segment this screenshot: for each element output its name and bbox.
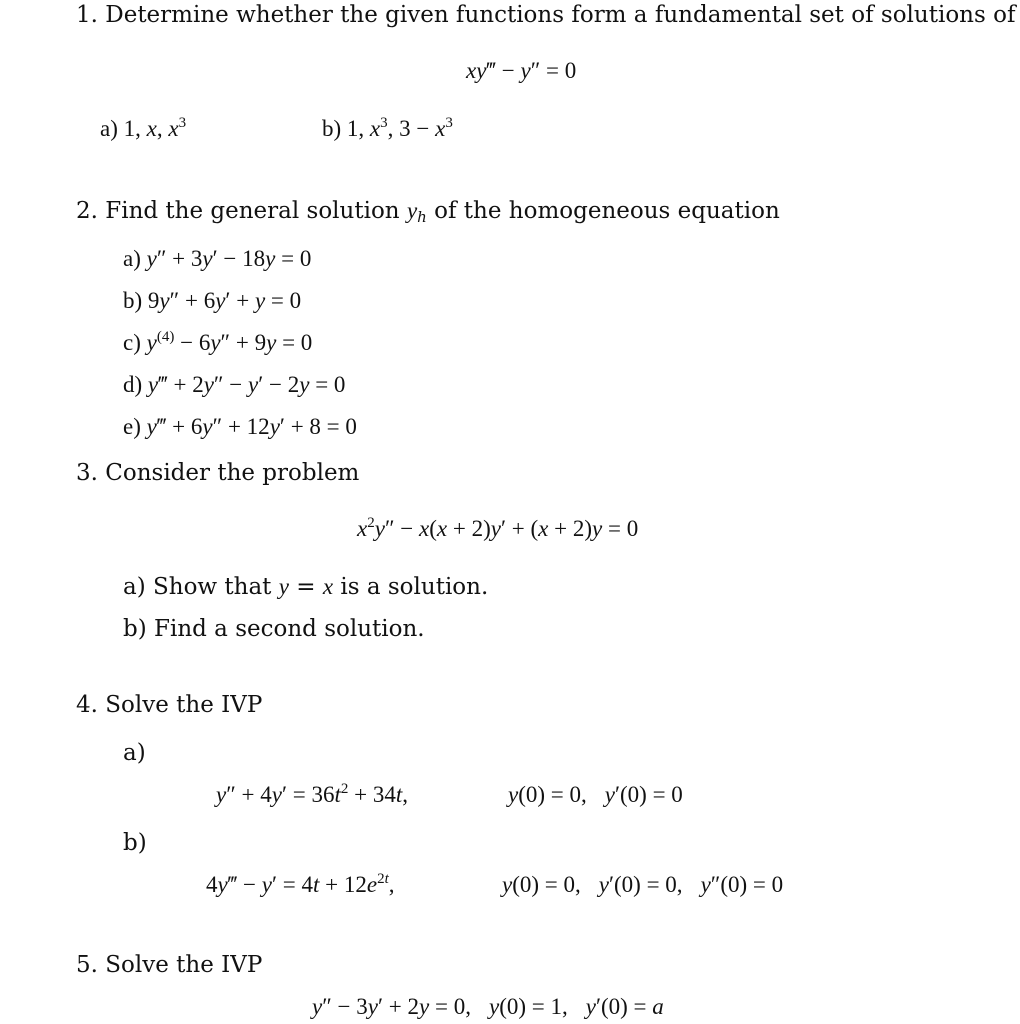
problem-2-prompt: 2. Find the general solution $y_h$ of the homogeneous equation — [76, 198, 780, 226]
problem-1-part-a: a) 1, x, $x^3$ — [100, 115, 187, 141]
problem-1-part-b: b) 1, $x^3$, $3 - x^3$ — [322, 115, 453, 141]
problem-4-part-b-equation: 4y‴ − $y' = 4t + 12e^{2t}$, — [206, 871, 395, 897]
problem-1-number: 1. — [76, 2, 98, 28]
problem-2-number: 2. — [76, 198, 98, 224]
problem-5-prompt — [76, 950, 262, 980]
problem-4-text: Solve the IVP — [105, 692, 263, 718]
problem-5-text: Solve the IVP — [105, 952, 263, 978]
problem-2-part-d: d) y‴ + 2y″ − y′ − 2y = 0 — [123, 372, 346, 397]
problem-5-number: 5. — [76, 952, 98, 978]
problem-4-part-a-label: a) — [123, 740, 146, 766]
problem-3-equation: $x^2y'' - x(x + 2)y' + (x + 2)y = 0$ — [357, 515, 639, 541]
problem-2-part-b: b) 9y″ + 6y′ + y = 0 — [123, 288, 302, 313]
problem-2-part-e: e) y‴ + 6y″ + 12y′ + 8 = 0 — [123, 414, 357, 439]
problem-4-prompt — [76, 690, 262, 720]
problem-3-part-b: b) Find a second solution. — [123, 616, 425, 642]
problem-4-part-a-conditions: y(0) = 0, y′(0) = 0 — [508, 782, 683, 807]
problem-2-part-c: c) $y^{(4)} - 6y'' + 9y = 0$ — [123, 329, 313, 355]
problem-1-prompt — [76, 0, 1015, 30]
problem-5-equation: y″ − 3y′ + 2y = 0, y(0) = 1, y′(0) = a — [312, 994, 664, 1019]
problem-4-part-a-equation: $y'' + 4y' = 36t^2 + 34t$, — [216, 781, 409, 807]
problem-1-equation: xy‴ − y″ = 0 — [466, 58, 577, 83]
problem-3-part-a: a) Show that y = x is a solution. — [123, 574, 489, 600]
problem-4-part-b-label: b) — [123, 830, 147, 856]
problem-3-text: Consider the problem — [105, 460, 360, 486]
problem-3-prompt — [76, 458, 359, 488]
problem-4-part-b-conditions: y(0) = 0, y′(0) = 0, y″(0) = 0 — [502, 872, 784, 897]
problem-4-number: 4. — [76, 692, 98, 718]
problem-1-text: Determine whether the given functions form a fundamental set of solutions of — [105, 2, 1016, 28]
problem-3-number: 3. — [76, 460, 98, 486]
problem-2-part-a: a) y″ + 3y′ − 18y = 0 — [123, 246, 312, 271]
